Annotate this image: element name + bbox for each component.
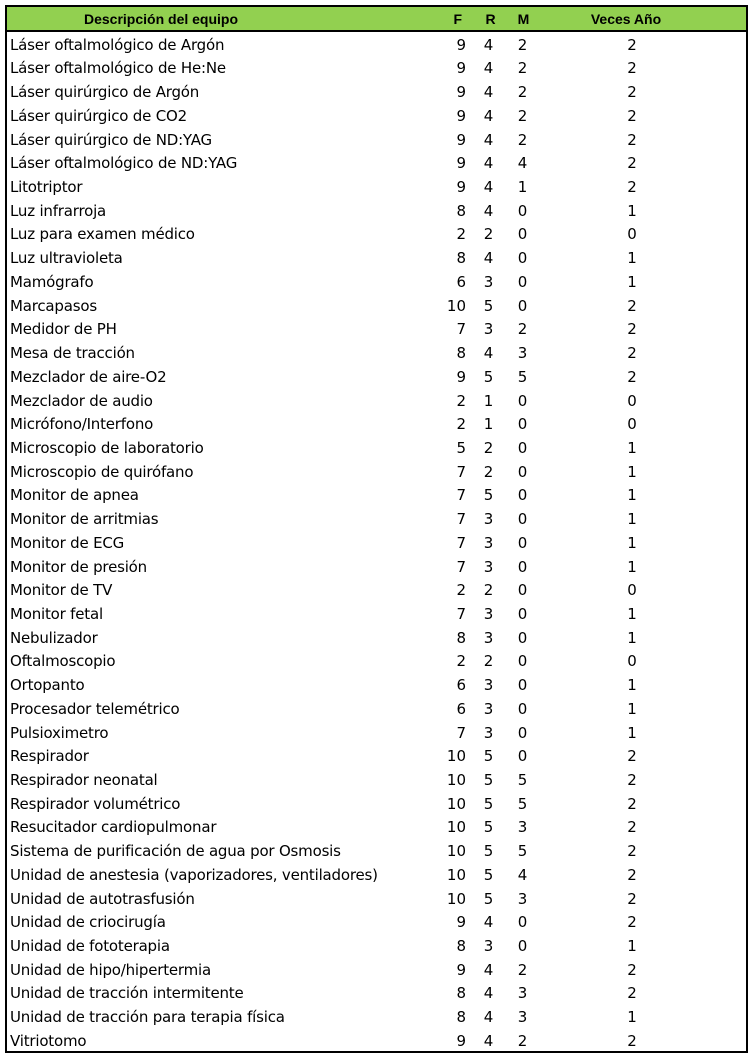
value-f: 7 xyxy=(456,320,466,339)
table-header xyxy=(7,7,746,31)
value-r: 4 xyxy=(483,106,494,125)
equipment-description: Láser oftalmológico de ND:YAG xyxy=(10,154,238,173)
equipment-description: Láser oftalmológico de Argón xyxy=(10,35,225,54)
value-veces-ano: 2 xyxy=(627,59,637,78)
value-f: 9 xyxy=(456,106,466,125)
value-veces-ano: 2 xyxy=(627,842,637,861)
value-f: 6 xyxy=(456,272,466,291)
equipment-description: Oftalmoscopio xyxy=(10,652,116,671)
value-f: 9 xyxy=(456,178,466,197)
value-r: 2 xyxy=(483,225,494,244)
equipment-description: Láser quirúrgico de Argón xyxy=(10,83,200,102)
value-f: 10 xyxy=(446,794,466,813)
value-veces-ano: 2 xyxy=(627,960,637,979)
equipment-description: Luz infrarroja xyxy=(10,201,107,220)
equipment-description: Unidad de tracción para terapia física xyxy=(10,1008,285,1027)
value-m: 2 xyxy=(517,320,528,339)
value-veces-ano: 2 xyxy=(627,913,637,932)
value-m: 3 xyxy=(517,344,528,363)
value-m: 0 xyxy=(517,699,528,718)
value-m: 0 xyxy=(517,438,528,457)
value-m: 0 xyxy=(517,581,528,600)
value-m: 0 xyxy=(517,391,528,410)
value-veces-ano: 0 xyxy=(627,652,637,671)
value-r: 5 xyxy=(483,747,494,766)
value-m: 0 xyxy=(517,557,528,576)
equipment-description: Mamógrafo xyxy=(10,272,94,291)
table-row xyxy=(7,885,746,909)
table-row xyxy=(7,268,746,292)
value-r: 3 xyxy=(483,320,494,339)
table-row xyxy=(7,743,746,767)
value-m: 2 xyxy=(517,59,528,78)
value-r: 4 xyxy=(483,154,494,173)
equipment-description: Monitor de ECG xyxy=(10,533,125,552)
value-m: 0 xyxy=(517,225,528,244)
equipment-description: Litotriptor xyxy=(10,178,83,197)
value-r: 4 xyxy=(483,201,494,220)
table-row xyxy=(7,363,746,387)
value-f: 8 xyxy=(456,984,466,1003)
value-f: 9 xyxy=(456,35,466,54)
value-f: 2 xyxy=(456,652,466,671)
equipment-description: Vitriotomo xyxy=(10,1031,87,1050)
value-r: 4 xyxy=(483,35,494,54)
table-row xyxy=(7,292,746,316)
value-veces-ano: 1 xyxy=(627,557,637,576)
value-m: 3 xyxy=(517,818,528,837)
value-f: 5 xyxy=(456,438,466,457)
value-veces-ano: 1 xyxy=(627,604,637,623)
value-f: 7 xyxy=(456,557,466,576)
value-m: 3 xyxy=(517,1008,528,1027)
value-veces-ano: 2 xyxy=(627,1031,637,1050)
value-f: 6 xyxy=(456,699,466,718)
equipment-description: Marcapasos xyxy=(10,296,97,315)
value-m: 5 xyxy=(517,794,528,813)
equipment-description: Ortopanto xyxy=(10,676,85,695)
value-r: 5 xyxy=(483,865,494,884)
equipment-description: Unidad de criocirugía xyxy=(10,913,166,932)
table-row xyxy=(7,980,746,1004)
value-veces-ano: 2 xyxy=(627,771,637,789)
table-row xyxy=(7,244,746,268)
value-m: 4 xyxy=(517,865,528,884)
table-row xyxy=(7,505,746,529)
value-f: 9 xyxy=(456,154,466,173)
value-veces-ano: 2 xyxy=(627,35,637,54)
value-m: 2 xyxy=(517,83,528,102)
value-f: 8 xyxy=(456,628,466,647)
header-f: F xyxy=(435,7,474,31)
value-m: 0 xyxy=(517,201,528,220)
value-m: 5 xyxy=(517,842,528,861)
table-row xyxy=(7,695,746,719)
value-r: 1 xyxy=(483,391,494,410)
value-r: 2 xyxy=(483,462,494,481)
equipment-description: Sistema de purificación de agua por Osmosis xyxy=(10,842,341,861)
value-veces-ano: 1 xyxy=(627,272,637,291)
value-r: 3 xyxy=(483,557,494,576)
value-r: 5 xyxy=(483,842,494,861)
value-veces-ano: 1 xyxy=(627,249,637,268)
table-row xyxy=(7,126,746,150)
value-veces-ano: 2 xyxy=(627,794,637,813)
equipment-description: Monitor fetal xyxy=(10,604,103,623)
value-f: 6 xyxy=(456,676,466,695)
value-r: 4 xyxy=(483,249,494,268)
table-row xyxy=(7,1027,746,1051)
table-row xyxy=(7,173,746,197)
header-veces-ano: Veces Año xyxy=(546,7,746,31)
equipment-description: Luz para examen médico xyxy=(10,225,195,244)
value-m: 5 xyxy=(517,771,528,789)
value-f: 9 xyxy=(456,130,466,149)
value-veces-ano: 2 xyxy=(627,320,637,339)
value-veces-ano: 0 xyxy=(627,581,637,600)
value-m: 0 xyxy=(517,723,528,742)
value-r: 5 xyxy=(483,818,494,837)
value-r: 5 xyxy=(483,794,494,813)
table-row xyxy=(7,55,746,79)
value-veces-ano: 2 xyxy=(627,367,637,386)
value-f: 8 xyxy=(456,344,466,363)
table-row xyxy=(7,837,746,861)
value-f: 10 xyxy=(446,818,466,837)
value-r: 3 xyxy=(483,937,494,956)
value-veces-ano: 2 xyxy=(627,154,637,173)
equipment-description: Unidad de anestesia (vaporizadores, ventiladores) xyxy=(10,865,378,884)
equipment-description: Unidad de autotrasfusión xyxy=(10,889,195,908)
table-row xyxy=(7,31,746,55)
value-r: 4 xyxy=(483,83,494,102)
value-veces-ano: 2 xyxy=(627,83,637,102)
value-m: 0 xyxy=(517,249,528,268)
equipment-description: Medidor de PH xyxy=(10,320,117,339)
value-f: 9 xyxy=(456,83,466,102)
value-veces-ano: 1 xyxy=(627,438,637,457)
value-veces-ano: 2 xyxy=(627,865,637,884)
equipment-table-sheet xyxy=(5,5,748,1053)
value-r: 4 xyxy=(483,130,494,149)
value-veces-ano: 2 xyxy=(627,984,637,1003)
value-r: 4 xyxy=(483,1031,494,1050)
value-veces-ano: 0 xyxy=(627,391,637,410)
value-veces-ano: 1 xyxy=(627,628,637,647)
table-row xyxy=(7,766,746,790)
value-f: 7 xyxy=(456,510,466,529)
table-row xyxy=(7,814,746,838)
equipment-description: Monitor de presión xyxy=(10,557,147,576)
equipment-description: Respirador xyxy=(10,747,89,766)
table-row xyxy=(7,434,746,458)
value-f: 8 xyxy=(456,937,466,956)
equipment-description: Microscopio de quirófano xyxy=(10,462,194,481)
equipment-description: Mezclador de aire-O2 xyxy=(10,367,167,386)
value-r: 5 xyxy=(483,771,494,789)
value-r: 1 xyxy=(483,415,494,434)
value-f: 9 xyxy=(456,59,466,78)
table-row xyxy=(7,671,746,695)
equipment-description: Monitor de arritmias xyxy=(10,510,159,529)
value-veces-ano: 1 xyxy=(627,201,637,220)
value-veces-ano: 2 xyxy=(627,106,637,125)
value-r: 4 xyxy=(483,984,494,1003)
equipment-description: Unidad de fototerapia xyxy=(10,937,170,956)
value-f: 2 xyxy=(456,581,466,600)
value-f: 7 xyxy=(456,462,466,481)
value-f: 8 xyxy=(456,249,466,268)
table-row xyxy=(7,1003,746,1027)
equipment-description: Monitor de apnea xyxy=(10,486,139,505)
table-row xyxy=(7,221,746,245)
value-m: 0 xyxy=(517,533,528,552)
value-veces-ano: 1 xyxy=(627,1008,637,1027)
value-r: 4 xyxy=(483,913,494,932)
value-r: 3 xyxy=(483,676,494,695)
table-row xyxy=(7,482,746,506)
value-m: 3 xyxy=(517,889,528,908)
value-f: 10 xyxy=(446,747,466,766)
equipment-description: Láser quirúrgico de ND:YAG xyxy=(10,130,212,149)
table-body xyxy=(7,31,746,1051)
value-f: 10 xyxy=(446,865,466,884)
value-f: 7 xyxy=(456,533,466,552)
value-f: 9 xyxy=(456,913,466,932)
value-veces-ano: 1 xyxy=(627,937,637,956)
value-f: 10 xyxy=(446,296,466,315)
equipment-description: Pulsioximetro xyxy=(10,723,109,742)
equipment-description: Micrófono/Interfono xyxy=(10,415,154,434)
value-r: 5 xyxy=(483,367,494,386)
value-veces-ano: 2 xyxy=(627,296,637,315)
value-m: 0 xyxy=(517,747,528,766)
header-r: R xyxy=(474,7,509,31)
header-row xyxy=(7,7,746,31)
table-row xyxy=(7,78,746,102)
value-f: 10 xyxy=(446,771,466,789)
value-r: 4 xyxy=(483,178,494,197)
equipment-description: Respirador neonatal xyxy=(10,771,158,789)
equipment-description: Luz ultravioleta xyxy=(10,249,123,268)
value-veces-ano: 1 xyxy=(627,462,637,481)
equipment-description: Láser oftalmológico de He:Ne xyxy=(10,59,226,78)
value-m: 0 xyxy=(517,415,528,434)
value-m: 5 xyxy=(517,367,528,386)
table-row xyxy=(7,150,746,174)
equipment-description: Láser quirúrgico de CO2 xyxy=(10,106,187,125)
value-veces-ano: 2 xyxy=(627,818,637,837)
table-row xyxy=(7,790,746,814)
value-veces-ano: 2 xyxy=(627,747,637,766)
value-veces-ano: 0 xyxy=(627,415,637,434)
value-m: 2 xyxy=(517,1031,528,1050)
value-f: 8 xyxy=(456,201,466,220)
value-f: 9 xyxy=(456,960,466,979)
value-m: 0 xyxy=(517,462,528,481)
table-row xyxy=(7,197,746,221)
table-row xyxy=(7,102,746,126)
equipment-description: Resucitador cardiopulmonar xyxy=(10,818,217,837)
table-row xyxy=(7,600,746,624)
value-r: 5 xyxy=(483,296,494,315)
value-r: 2 xyxy=(483,581,494,600)
value-f: 10 xyxy=(446,842,466,861)
value-m: 2 xyxy=(517,106,528,125)
value-m: 0 xyxy=(517,296,528,315)
value-m: 2 xyxy=(517,130,528,149)
value-r: 5 xyxy=(483,889,494,908)
value-m: 0 xyxy=(517,913,528,932)
value-r: 3 xyxy=(483,510,494,529)
value-m: 2 xyxy=(517,35,528,54)
value-r: 3 xyxy=(483,628,494,647)
value-veces-ano: 1 xyxy=(627,533,637,552)
table-row xyxy=(7,553,746,577)
value-f: 7 xyxy=(456,604,466,623)
value-m: 1 xyxy=(517,178,528,197)
table-row xyxy=(7,316,746,340)
table-row xyxy=(7,624,746,648)
value-f: 10 xyxy=(446,889,466,908)
value-veces-ano: 1 xyxy=(627,676,637,695)
value-f: 2 xyxy=(456,391,466,410)
value-m: 0 xyxy=(517,510,528,529)
table-row xyxy=(7,648,746,672)
equipment-description: Unidad de tracción intermitente xyxy=(10,984,244,1003)
value-m: 4 xyxy=(517,154,528,173)
value-m: 0 xyxy=(517,628,528,647)
table-row xyxy=(7,719,746,743)
value-r: 3 xyxy=(483,533,494,552)
equipment-description: Mezclador de audio xyxy=(10,391,153,410)
value-m: 0 xyxy=(517,676,528,695)
value-veces-ano: 2 xyxy=(627,344,637,363)
value-r: 3 xyxy=(483,272,494,291)
value-m: 2 xyxy=(517,960,528,979)
equipment-description: Nebulizador xyxy=(10,628,98,647)
value-m: 0 xyxy=(517,652,528,671)
value-r: 2 xyxy=(483,652,494,671)
value-m: 3 xyxy=(517,984,528,1003)
table-row xyxy=(7,932,746,956)
table-row xyxy=(7,339,746,363)
equipment-description: Respirador volumétrico xyxy=(10,794,181,813)
value-veces-ano: 1 xyxy=(627,486,637,505)
table-row xyxy=(7,909,746,933)
table-row xyxy=(7,861,746,885)
table-row xyxy=(7,577,746,601)
value-r: 4 xyxy=(483,344,494,363)
header-m: M xyxy=(509,7,546,31)
value-veces-ano: 1 xyxy=(627,510,637,529)
value-veces-ano: 2 xyxy=(627,889,637,908)
value-f: 7 xyxy=(456,486,466,505)
value-m: 0 xyxy=(517,272,528,291)
value-r: 4 xyxy=(483,1008,494,1027)
equipment-description: Monitor de TV xyxy=(10,581,113,600)
equipment-description: Mesa de tracción xyxy=(10,344,135,363)
value-m: 0 xyxy=(517,937,528,956)
value-r: 3 xyxy=(483,699,494,718)
value-m: 0 xyxy=(517,604,528,623)
value-r: 5 xyxy=(483,486,494,505)
value-r: 2 xyxy=(483,438,494,457)
header-description: Descripción del equipo xyxy=(7,7,435,31)
table-row xyxy=(7,529,746,553)
value-f: 8 xyxy=(456,1008,466,1027)
value-r: 4 xyxy=(483,59,494,78)
value-veces-ano: 0 xyxy=(627,225,637,244)
value-r: 3 xyxy=(483,723,494,742)
value-veces-ano: 2 xyxy=(627,130,637,149)
equipment-description: Microscopio de laboratorio xyxy=(10,438,204,457)
value-r: 3 xyxy=(483,604,494,623)
equipment-description: Procesador telemétrico xyxy=(10,699,180,718)
value-veces-ano: 2 xyxy=(627,178,637,197)
equipment-description: Unidad de hipo/hipertermia xyxy=(10,960,211,979)
value-f: 2 xyxy=(456,225,466,244)
value-f: 7 xyxy=(456,723,466,742)
equipment-table xyxy=(7,7,746,1051)
table-row xyxy=(7,387,746,411)
value-r: 4 xyxy=(483,960,494,979)
value-f: 9 xyxy=(456,367,466,386)
table-row xyxy=(7,956,746,980)
table-row xyxy=(7,458,746,482)
value-m: 0 xyxy=(517,486,528,505)
table-row xyxy=(7,411,746,435)
value-f: 9 xyxy=(456,1031,466,1050)
value-veces-ano: 1 xyxy=(627,699,637,718)
value-veces-ano: 1 xyxy=(627,723,637,742)
value-f: 2 xyxy=(456,415,466,434)
